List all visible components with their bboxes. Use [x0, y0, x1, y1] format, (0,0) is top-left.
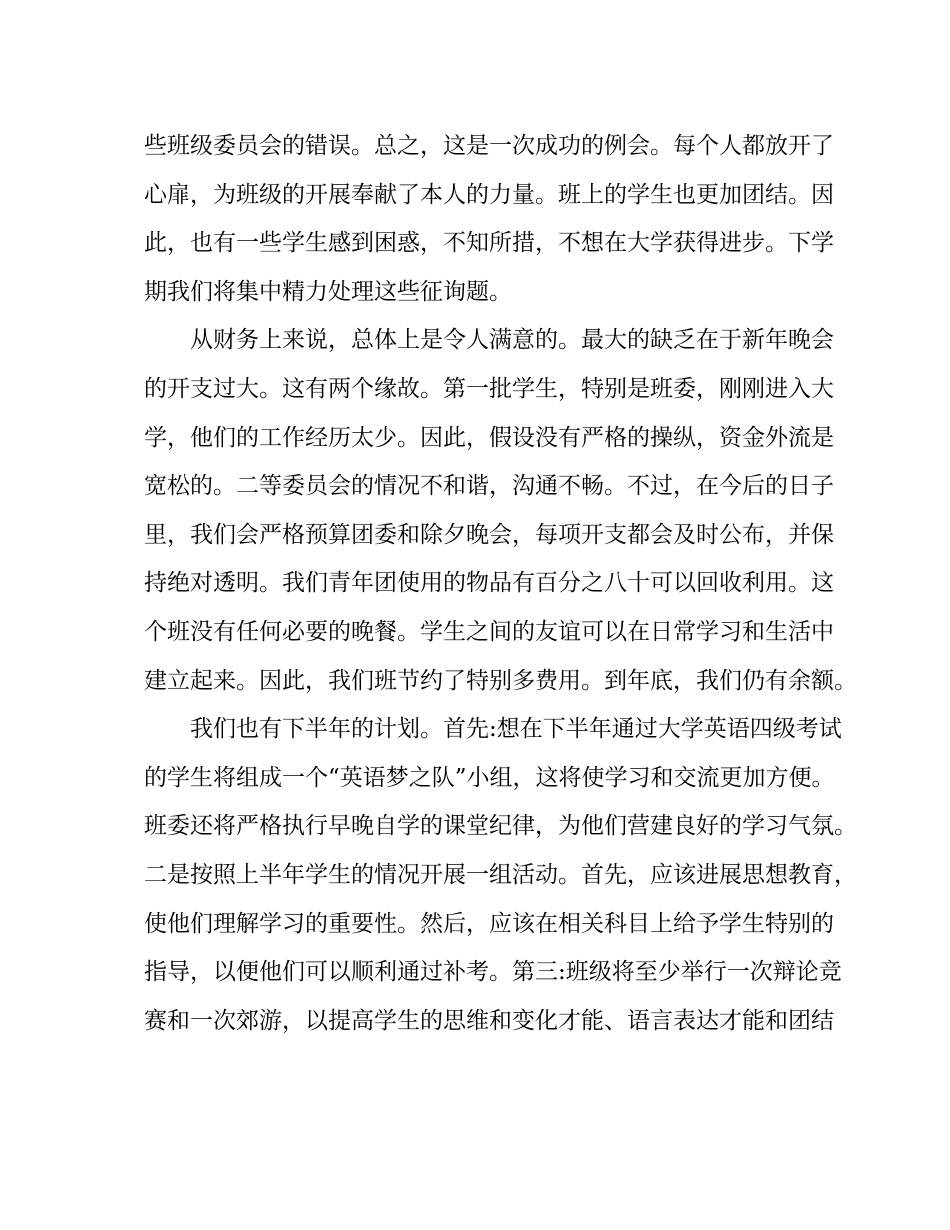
text-line: 的开支过大。这有两个缘故。第一批学生，特别是班委，刚刚进入大 [144, 375, 834, 402]
paragraph-2 [144, 316, 857, 705]
text-line: 二是按照上半年学生的情况开展一组活动。首先，应该进展思想教育， [144, 861, 857, 888]
text-line: 赛和一次郊游，以提高学生的思维和变化才能、语言表达才能和团结 [144, 1007, 834, 1034]
text-line: 从财务上来说，总体上是令人满意的。最大的缺乏在于新年晚会 [144, 327, 834, 354]
text-line: 学，他们的工作经历太少。因此，假设没有严格的操纵，资金外流是 [144, 424, 834, 451]
text-line: 期我们将集中精力处理这些征询题。 [144, 278, 512, 305]
text-line: 个班没有任何必要的晚餐。学生之间的友谊可以在日常学习和生活中 [144, 618, 834, 645]
text-line: 的学生将组成一个“英语梦之队”小组，这将使学习和交流更加方便。 [144, 764, 835, 791]
text-line: 班委还将严格执行早晚自学的课堂纪律，为他们营建良好的学习气氛。 [144, 813, 857, 840]
text-line: 持绝对透明。我们青年团使用的物品有百分之八十可以回收利用。这 [144, 570, 834, 597]
text-line: 里，我们会严格预算团委和除夕晚会，每项开支都会及时公布，并保 [144, 521, 834, 548]
text-line: 建立起来。因此，我们班节约了特别多费用。到年底，我们仍有余额。 [144, 667, 857, 694]
paragraph-1 [144, 122, 834, 316]
paragraph-3 [144, 705, 857, 1045]
text-line: 指导，以便他们可以顺利通过补考。第三:班级将至少举行一次辩论竞 [144, 959, 842, 986]
text-line: 此，也有一些学生感到困惑，不知所措，不想在大学获得进步。下学 [144, 230, 834, 257]
body-text [144, 122, 857, 1045]
text-line: 心扉，为班级的开展奉献了本人的力量。班上的学生也更加团结。因 [144, 181, 834, 208]
text-line: 些班级委员会的错误。总之，这是一次成功的例会。每个人都放开了 [144, 133, 834, 159]
text-line: 我们也有下半年的计划。首先:想在下半年通过大学英语四级考试 [144, 716, 842, 743]
text-line: 宽松的。二等委员会的情况不和谐，沟通不畅。不过，在今后的日子 [144, 473, 834, 500]
text-line: 使他们理解学习的重要性。然后，应该在相关科目上给予学生特别的 [144, 910, 834, 937]
